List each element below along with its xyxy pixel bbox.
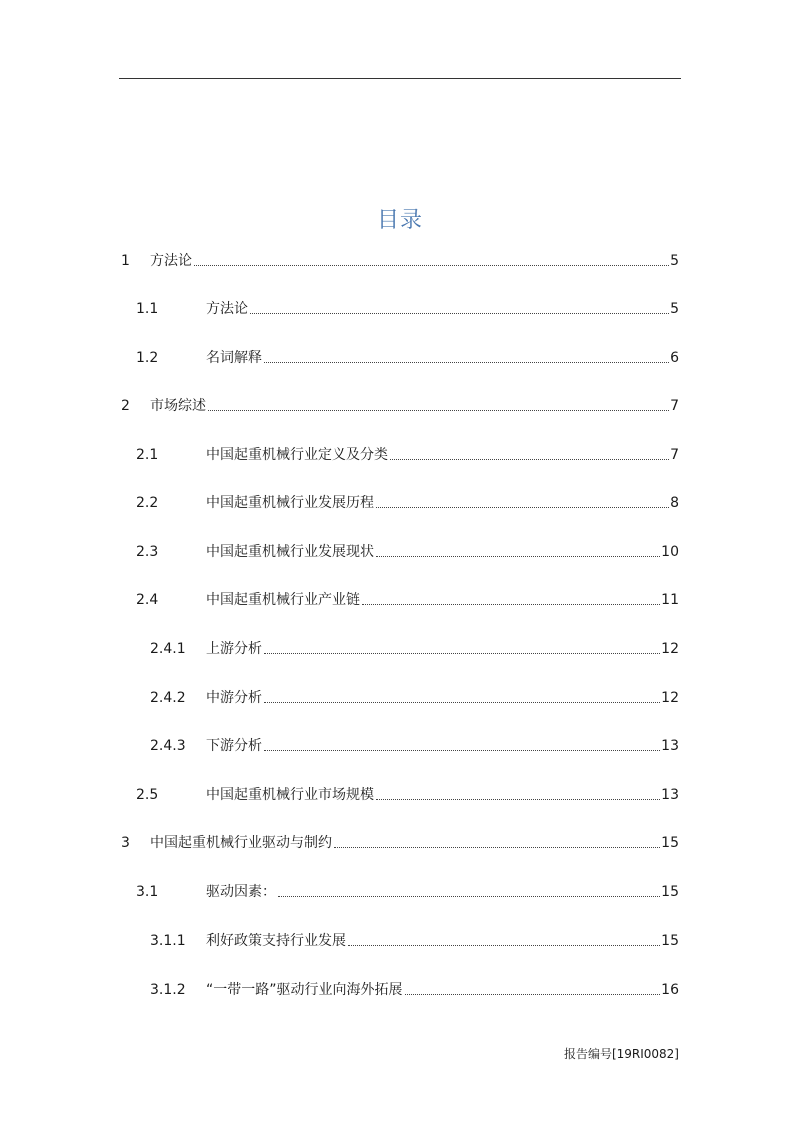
toc-entry xyxy=(206,493,679,513)
toc-leader-dots xyxy=(194,265,669,266)
toc-page-number: 5 xyxy=(670,301,679,317)
toc-number: 3.1.2 xyxy=(150,982,186,998)
toc-page-number: 15 xyxy=(661,884,679,900)
toc-number: 2.4.3 xyxy=(150,738,186,754)
toc-number: 2.2 xyxy=(136,495,159,511)
toc-row[interactable] xyxy=(0,833,800,853)
toc-leader-dots xyxy=(376,507,669,508)
toc-entry xyxy=(150,833,679,853)
toc-row[interactable] xyxy=(0,396,800,416)
toc-leader-dots xyxy=(334,847,660,848)
toc-number: 2.4.1 xyxy=(150,641,186,657)
toc-leader-dots xyxy=(278,896,660,897)
toc-row[interactable] xyxy=(0,348,800,368)
toc-entry xyxy=(206,348,679,368)
report-code: 报告编号[19RI0082] xyxy=(563,1047,679,1061)
toc-label: 中国起重机械行业驱动与制约 xyxy=(150,835,332,851)
toc-label: 下游分析 xyxy=(206,738,262,754)
toc-number: 2.1 xyxy=(136,447,159,463)
toc-page-number: 10 xyxy=(661,544,679,560)
toc-page-number: 5 xyxy=(670,253,679,269)
toc-page-number: 8 xyxy=(670,495,679,511)
toc-entry xyxy=(206,736,679,756)
toc-page-number: 15 xyxy=(661,933,679,949)
toc-label: 方法论 xyxy=(206,301,248,317)
toc-page-number: 12 xyxy=(661,690,679,706)
toc-number: 3 xyxy=(121,835,130,851)
toc-page-number: 12 xyxy=(661,641,679,657)
toc-row[interactable] xyxy=(0,882,800,902)
toc-row[interactable] xyxy=(0,590,800,610)
toc-page-number: 16 xyxy=(661,982,679,998)
toc-page-number: 11 xyxy=(661,592,679,608)
toc-entry xyxy=(206,688,679,708)
toc-row[interactable] xyxy=(0,931,800,951)
toc-row[interactable] xyxy=(0,445,800,465)
toc-page-number: 13 xyxy=(661,738,679,754)
toc-leader-dots xyxy=(208,410,669,411)
toc-row[interactable] xyxy=(0,688,800,708)
toc-page-number: 15 xyxy=(661,835,679,851)
toc-page-number: 7 xyxy=(670,398,679,414)
toc-number: 1 xyxy=(121,253,130,269)
toc-label: 中国起重机械行业定义及分类 xyxy=(206,447,388,463)
toc-page-number: 6 xyxy=(670,350,679,366)
toc-number: 2 xyxy=(121,398,130,414)
toc-leader-dots xyxy=(405,994,661,995)
toc-leader-dots xyxy=(376,556,660,557)
toc-row[interactable] xyxy=(0,542,800,562)
toc-entry xyxy=(206,639,679,659)
toc-entry xyxy=(206,785,679,805)
toc-entry xyxy=(206,299,679,319)
toc-label: 方法论 xyxy=(150,253,192,269)
toc-entry xyxy=(150,396,679,416)
toc-number: 1.2 xyxy=(136,350,159,366)
toc-label: 上游分析 xyxy=(206,641,262,657)
toc-page-number: 13 xyxy=(661,787,679,803)
toc-leader-dots xyxy=(264,362,669,363)
toc-leader-dots xyxy=(264,750,660,751)
toc-leader-dots xyxy=(250,313,669,314)
toc-entry xyxy=(206,980,679,1000)
toc-label: 市场综述 xyxy=(150,398,206,414)
toc-label: 驱动因素： xyxy=(206,884,276,900)
toc-page-number: 7 xyxy=(670,447,679,463)
toc-number: 2.4 xyxy=(136,592,159,608)
toc-entry xyxy=(206,882,679,902)
toc-label: 中国起重机械行业产业链 xyxy=(206,592,360,608)
toc-leader-dots xyxy=(264,653,660,654)
toc-row[interactable] xyxy=(0,736,800,756)
toc-entry xyxy=(150,251,679,271)
toc-number: 2.5 xyxy=(136,787,159,803)
toc-row[interactable] xyxy=(0,639,800,659)
toc-number: 2.4.2 xyxy=(150,690,186,706)
toc-number: 3.1.1 xyxy=(150,933,186,949)
toc-label: 中游分析 xyxy=(206,690,262,706)
toc-label: “一带一路”驱动行业向海外拓展 xyxy=(206,982,403,998)
toc-row[interactable] xyxy=(0,299,800,319)
toc-row[interactable] xyxy=(0,251,800,271)
toc-leader-dots xyxy=(348,945,660,946)
toc-leader-dots xyxy=(390,459,669,460)
toc-label: 中国起重机械行业发展历程 xyxy=(206,495,374,511)
toc-number: 2.3 xyxy=(136,544,159,560)
toc-leader-dots xyxy=(362,604,660,605)
toc-entry xyxy=(206,542,679,562)
toc-row[interactable] xyxy=(0,980,800,1000)
toc-label: 名词解释 xyxy=(206,350,262,366)
toc-title: 目录 xyxy=(376,208,423,233)
toc-label: 利好政策支持行业发展 xyxy=(206,933,346,949)
toc-label: 中国起重机械行业市场规模 xyxy=(206,787,374,803)
toc-leader-dots xyxy=(376,799,660,800)
toc-row[interactable] xyxy=(0,785,800,805)
toc-number: 3.1 xyxy=(136,884,159,900)
toc-leader-dots xyxy=(264,702,660,703)
toc-row[interactable] xyxy=(0,493,800,513)
toc-entry xyxy=(206,590,679,610)
toc-label: 中国起重机械行业发展现状 xyxy=(206,544,374,560)
toc-entry xyxy=(206,931,679,951)
toc-entry xyxy=(206,445,679,465)
toc-number: 1.1 xyxy=(136,301,159,317)
